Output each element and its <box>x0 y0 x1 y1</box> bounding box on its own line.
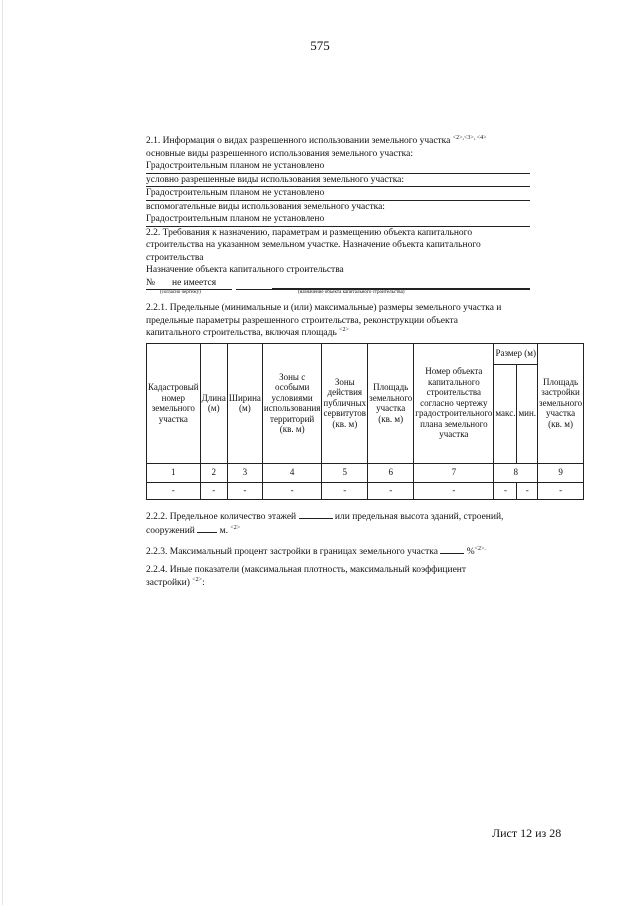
main-uses-value: Градостроительным планом не установлено <box>146 160 530 174</box>
section-2-2-1-footnote: <2> <box>339 326 349 333</box>
value-cell: - <box>147 482 201 499</box>
section-2-2-2-line2 <box>146 523 530 538</box>
object-number-value: не имеется <box>172 277 217 288</box>
section-2-2-4-footnote: <2> <box>192 576 203 583</box>
value-cell: - <box>414 482 494 499</box>
section-2-2-2-line1 <box>146 509 530 524</box>
value-cell: - <box>227 482 262 499</box>
auxiliary-uses-value: Градостроительным планом не установлено <box>146 213 530 227</box>
section-2-1-title <box>146 135 530 148</box>
conditional-uses-value: Градостроительным планом не установлено <box>146 187 530 201</box>
max-percent-blank <box>440 544 464 554</box>
table-header-row <box>147 343 584 364</box>
auxiliary-uses-label: вспомогательные виды использования земельного участка: <box>146 201 385 212</box>
col-easement-zones: Зоны действия публичных сервитутов (кв. м) <box>322 343 368 463</box>
section-2-2-4-line2-text: застройки) <box>146 577 190 588</box>
floors-blank <box>299 509 333 519</box>
height-label: или предельная высота зданий, строений, <box>334 511 504 522</box>
field-captions <box>146 289 530 296</box>
value-cell: - <box>538 482 584 499</box>
col-length: Длина (м) <box>200 343 227 463</box>
section-2-2-1-title-line2: предельные параметры разрешенного строительства, реконструкции объекта <box>146 315 458 326</box>
table-number-row <box>147 463 584 482</box>
num-cell: 5 <box>322 463 368 482</box>
section-2-2-1-title-line3 <box>146 327 530 340</box>
document-body <box>146 134 583 589</box>
caption-drawing: (согласно чертежу) <box>146 289 232 296</box>
percent-sign: % <box>466 546 475 557</box>
height-blank <box>197 523 217 533</box>
num-cell: 7 <box>414 463 494 482</box>
num-cell: 1 <box>147 463 201 482</box>
num-cell: 8 <box>494 463 538 482</box>
section-2-1-footnote: <2>,<3>, <4> <box>452 134 487 141</box>
number-sign: № <box>146 277 156 288</box>
value-cell: - <box>200 482 227 499</box>
structures-label: сооружений <box>146 526 195 536</box>
sheet-counter: Лист 12 из 28 <box>492 826 562 840</box>
num-cell: 9 <box>538 463 584 482</box>
col-width: Ширина (м) <box>227 343 262 463</box>
section-2-2-4-line2 <box>146 577 530 590</box>
scan-edge-line <box>2 0 3 905</box>
parameters-table <box>146 343 584 500</box>
col-area: Площадь земельного участка (кв. м) <box>368 343 414 463</box>
section-2-2-1-title-line1: 2.2.1. Предельные (минимальные и (или) максимальные) размеры земельного участка и <box>146 303 502 313</box>
col-size-max: макс. <box>494 364 517 463</box>
purpose-blank-line <box>272 278 530 289</box>
max-percent-label: 2.2.3. Максимальный процент застройки в границах земельного участка <box>146 546 438 557</box>
value-cell: - <box>368 482 414 499</box>
section-2-2-2-footnote: <2> <box>230 524 241 531</box>
value-cell: - <box>494 482 517 499</box>
col-special-zones: Зоны с особыми условиями использования территорий (кв. м) <box>262 343 322 463</box>
main-uses-label: основные виды разрешенного использования земельного участка: <box>146 148 414 159</box>
col-size-min: мин. <box>517 364 538 463</box>
value-cell: - <box>322 482 368 499</box>
section-2-2-4-colon: : <box>202 577 205 588</box>
value-cell: - <box>262 482 322 499</box>
num-cell: 3 <box>227 463 262 482</box>
section-2-2-4-line1: 2.2.4. Иные показатели (максимальная плотность, максимальный коэффициент <box>146 565 467 575</box>
section-2-2-3 <box>146 544 530 559</box>
caption-purpose: (назначение объекта капитального строительства) <box>236 289 530 296</box>
page-number: 575 <box>310 38 330 53</box>
section-2-2-title-line2: строительства на указанном земельном участке. Назначение объекта капитального <box>146 240 481 250</box>
col-object-number: Номер объекта капитального строительства согласно чертежу градостроительного плана земельного участка <box>414 343 494 463</box>
object-number-row <box>146 277 530 290</box>
floors-label: 2.2.2. Предельное количество этажей <box>146 511 297 522</box>
col-built-area: Площадь застройки земельного участка (кв. м) <box>538 343 584 463</box>
section-2-2-title-line3: строительства <box>146 252 204 263</box>
num-cell: 2 <box>200 463 227 482</box>
conditional-uses-label: условно разрешенные виды использования земельного участка: <box>146 174 530 188</box>
col-size-group: Размер (м) <box>494 343 538 364</box>
section-2-2-1-title-line3-text: капитального строительства, включая площадь <box>146 328 337 338</box>
value-cell: - <box>517 482 538 499</box>
num-cell: 4 <box>262 463 322 482</box>
section-2-2-3-footnote: <2>. <box>474 545 486 552</box>
table-row <box>147 482 584 499</box>
meters-unit: м. <box>219 526 229 536</box>
purpose-label: Назначение объекта капитального строительства <box>146 265 344 275</box>
num-cell: 6 <box>368 463 414 482</box>
section-2-2-title-line1: 2.2. Требования к назначению, параметрам и размещению объекта капитального <box>146 227 473 238</box>
col-cadastral-number: Кадастровый номер земельного участка <box>147 343 201 463</box>
section-2-1-title-text: 2.1. Информация о видах разрешенного использовании земельного участка <box>146 136 451 146</box>
